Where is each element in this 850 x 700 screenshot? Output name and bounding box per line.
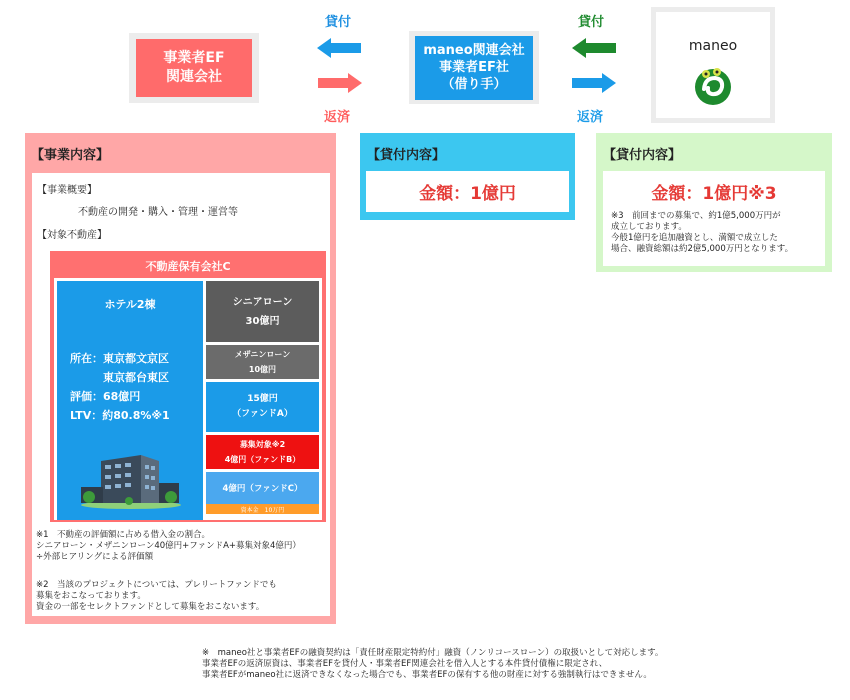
hotel-info: 所在：東京都文京区 東京都台東区 評価：68億円 LTV：約80.8%※1: [70, 352, 170, 422]
entity-borrower: [409, 31, 539, 104]
property-company-title: 不動産保有会社C: [145, 260, 231, 273]
equity-block: 資本金 10万円: [206, 504, 319, 514]
offering-target-block: 募集対象※2 4億円（ファンドB）: [206, 435, 319, 469]
footer-note: ※ maneo社と事業者EFの融資契約は「責任財産限定特約付」融資（ノンリコースローン）の取扱いとして対応します。 事業者EFの返済原資は、事業者EFを貸付人・事業者EF関連会社を借入人とする本件貸付債権に限定され、 事業者EFがmaneo社に返済できなくなった場合でも、事業者EFの保有する他の財産に対する強制執行はできません。: [202, 648, 664, 680]
senior-loan-block: シニアローン 30億円: [206, 281, 319, 342]
entity-ef-affiliate: [129, 33, 259, 103]
maneo-label: maneo: [688, 38, 738, 54]
business-panel: [25, 133, 336, 624]
repay-label-left: 返済: [324, 110, 351, 125]
entity-borrower-label: maneo関連会社 事業者EF社 （借り手）: [415, 36, 533, 100]
note-prereit: ※2 当該のプロジェクトについては、プレリートファンドでも 募集をおこなっております。 資金の一部をセレクトファンドとして募集をおこないます。: [36, 580, 277, 612]
target-property-label: 【対象不動産】: [37, 230, 107, 241]
arrow-right-red-icon: [318, 73, 362, 93]
capital-stack: [206, 281, 319, 514]
property-company-box: [50, 251, 326, 522]
loan-amount-borrower: 金額：1億円: [366, 171, 569, 212]
overview-label: 【事業概要】: [37, 185, 97, 196]
arrow-left-blue-icon: [317, 38, 361, 58]
note-ltv: ※1 不動産の評価額に占める借入金の割合。 シニアローン・メザニンローン40億円+ファンドA+募集対象4億円） ÷外部ヒアリングによる評価額: [36, 530, 301, 562]
loan-heading-borrower: 【貸付内容】: [367, 148, 446, 163]
overview-text: 不動産の開発・購入・管理・運営等: [78, 207, 238, 218]
maneo-logo-icon: [691, 64, 735, 108]
mezzanine-loan-block: メザニンローン 10億円: [206, 345, 319, 379]
hotel-title: ホテル2棟: [104, 298, 156, 311]
lend-label-right: 貸付: [578, 15, 605, 30]
business-heading: 【事業内容】: [31, 148, 110, 163]
hotel-block: [57, 281, 203, 520]
loan-note-maneo: ※3 前回までの募集で、約1億5,000万円が 成立しております。 今般1億円を追加融資とし、満額で成立した 場合、融資総額は約2億5,000万円となります。: [611, 211, 794, 254]
hotel-building-icon: [79, 453, 183, 509]
loan-panel-borrower: [360, 133, 575, 220]
loan-amount-maneo: 金額：1億円※3: [651, 184, 777, 204]
loan-heading-maneo: 【貸付内容】: [603, 148, 682, 163]
repay-label-right: 返済: [577, 110, 604, 125]
arrow-right-blue-icon: [572, 73, 616, 93]
entity-ef-label: 事業者EF 関連会社: [136, 39, 252, 97]
arrow-left-green-icon: [572, 38, 616, 58]
loan-panel-maneo: [596, 133, 832, 272]
lend-label-left: 貸付: [325, 15, 352, 30]
entity-maneo: [651, 7, 775, 123]
fund-a-block: 15億円 （ファンドA）: [206, 382, 319, 432]
fund-c-block: 4億円（ファンドC）: [206, 472, 319, 504]
